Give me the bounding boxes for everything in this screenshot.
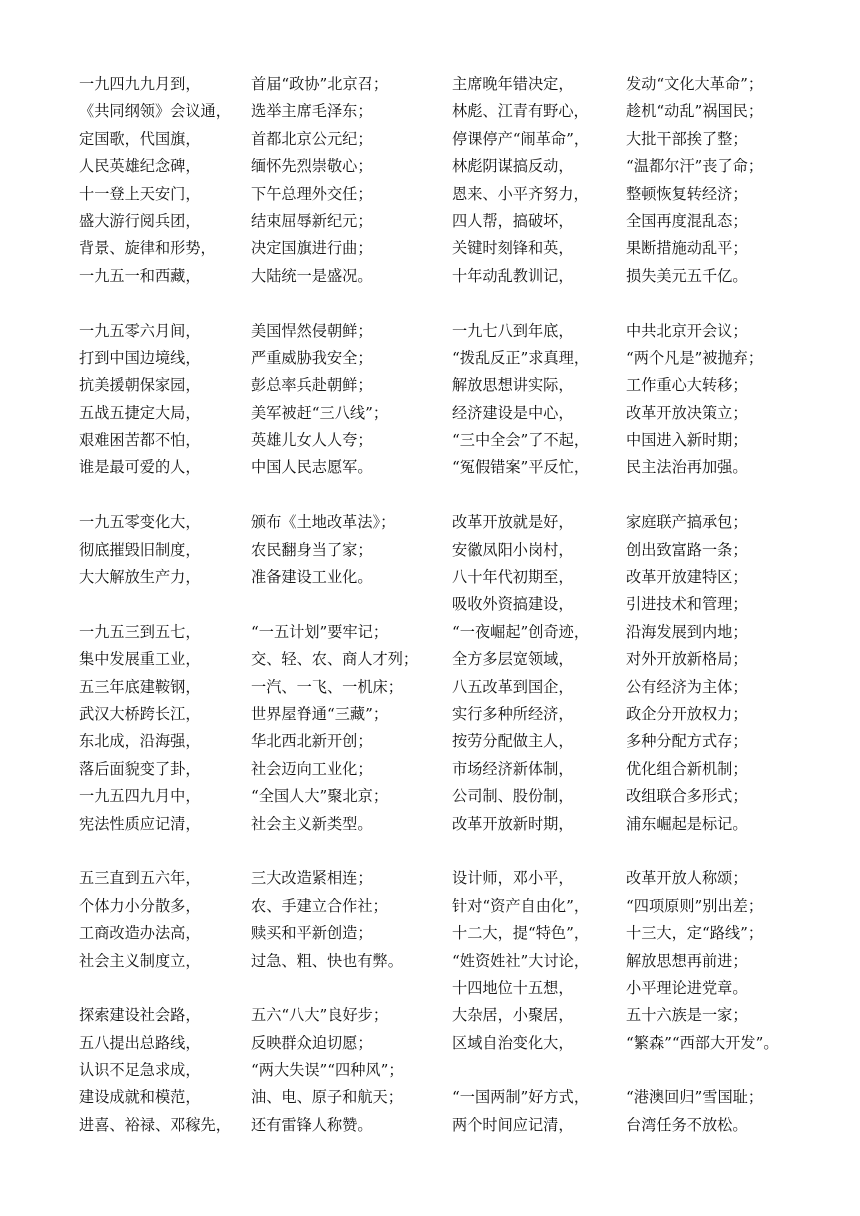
verse-second-half: 果断措施动乱平；	[626, 239, 748, 258]
verse-line	[79, 783, 439, 810]
verse-first-half: 东北成，沿海强，	[79, 732, 201, 751]
verse-first-half: 针对“资产自由化”，	[452, 896, 590, 915]
verse-line	[452, 619, 832, 646]
verse-first-half: 个体力小分散多，	[79, 896, 201, 915]
verse-first-half: 林彪、江青有野心，	[452, 102, 589, 121]
verse-first-half: 一九五三到五七，	[79, 622, 201, 641]
verse-second-half: 选举主席毛泽东；	[251, 102, 373, 121]
verse-line	[452, 564, 832, 591]
verse-first-half: 一九五零六月间，	[79, 321, 201, 340]
verse-second-half: 引进技术和管理；	[626, 595, 748, 614]
verse-second-half: 首届“政协”北京召；	[251, 75, 389, 93]
verse-line	[452, 372, 832, 399]
right-verse-column	[452, 71, 832, 1139]
verse-line	[79, 345, 439, 372]
verse-second-half: 首都北京公元纪；	[251, 129, 373, 148]
verse-first-half: 恩来、小平齐努力，	[452, 184, 589, 203]
verse-second-half: “一五计划”要牢记；	[251, 622, 389, 641]
verse-line	[79, 372, 439, 399]
verse-second-half: 英雄儿女人人夸；	[251, 431, 373, 450]
verse-line	[79, 235, 439, 262]
verse-second-half: 改革开放人称颂；	[626, 869, 748, 888]
verse-first-half: 大大解放生产力，	[79, 568, 201, 587]
verse-line	[79, 1084, 439, 1111]
verse-line	[79, 208, 439, 235]
verse-first-half: 一九五一和西藏，	[79, 266, 201, 285]
verse-line	[452, 646, 832, 673]
verse-second-half: 整顿恢复转经济；	[626, 184, 748, 203]
verse-line	[79, 564, 439, 591]
verse-second-half: 反映群众迫切愿；	[251, 1033, 373, 1052]
verse-first-half: 吸收外资搞建设，	[452, 595, 574, 614]
verse-line	[452, 975, 832, 1002]
verse-line	[79, 71, 439, 98]
verse-second-half: 发动“文化大革命”；	[626, 75, 764, 93]
verse-first-half: 设计师，邓小平，	[452, 869, 574, 888]
verse-line	[79, 701, 439, 728]
verse-second-half: 中共北京开会议；	[626, 321, 748, 340]
verse-second-half: “两个凡是”被抛弃；	[626, 348, 764, 367]
verse-first-half: 实行多种所经济，	[452, 704, 574, 723]
verse-line	[452, 153, 832, 180]
verse-line	[452, 427, 832, 454]
verse-line	[452, 783, 832, 810]
verse-second-half: 工作重心大转移；	[626, 376, 748, 395]
verse-line	[452, 674, 832, 701]
verse-first-half: 十一登上天安门，	[79, 184, 201, 203]
verse-line	[79, 1030, 439, 1057]
verse-line	[79, 893, 439, 920]
stanza-gap	[79, 838, 439, 865]
verse-second-half: 世界屋脊通“三藏”；	[251, 704, 389, 723]
verse-line	[452, 71, 832, 98]
verse-second-half: 社会主义新类型。	[251, 814, 373, 833]
verse-line	[452, 756, 832, 783]
verse-second-half: 交、轻、农、商人才列；	[251, 650, 419, 669]
verse-line	[452, 1112, 832, 1139]
verse-first-half: 两个时间应记清，	[452, 1115, 574, 1134]
verse-first-half: 四人帮，搞破坏，	[452, 211, 574, 230]
verse-line	[452, 454, 832, 481]
verse-first-half: 打到中国边境线，	[79, 348, 201, 367]
verse-line	[452, 920, 832, 947]
verse-second-half: 优化组合新机制；	[626, 759, 748, 778]
verse-second-half: 油、电、原子和航天；	[251, 1088, 403, 1107]
stanza-gap	[452, 1057, 832, 1084]
verse-line	[79, 646, 439, 673]
verse-first-half: 安徽凤阳小岗村，	[452, 540, 574, 559]
verse-line	[452, 893, 832, 920]
verse-second-half: 家庭联产搞承包；	[626, 513, 748, 532]
verse-first-half: 八十年代初期至，	[452, 568, 574, 587]
verse-second-half: 颁布《土地改革法》；	[251, 513, 396, 532]
verse-line	[452, 811, 832, 838]
verse-first-half: 艰难困苦都不怕，	[79, 431, 201, 450]
verse-second-half: 还有雷锋人称赞。	[251, 1115, 373, 1134]
verse-line	[79, 865, 439, 892]
verse-first-half: 大杂居，小聚居，	[452, 1006, 574, 1025]
verse-line	[79, 728, 439, 755]
verse-first-half: 按劳分配做主人，	[452, 732, 574, 751]
verse-second-half: “繁森”“西部大开发”。	[626, 1033, 779, 1052]
verse-line	[452, 537, 832, 564]
verse-second-half: 多种分配方式存；	[626, 732, 748, 751]
verse-second-half: 农民翻身当了家；	[251, 540, 373, 559]
verse-second-half: 五十六族是一家；	[626, 1006, 748, 1025]
verse-first-half: 落后面貌变了卦，	[79, 759, 201, 778]
verse-first-half: 一九七八到年底，	[452, 321, 574, 340]
verse-first-half: 五三年底建鞍钢，	[79, 677, 201, 696]
verse-first-half: “冤假错案”平反忙，	[452, 458, 590, 477]
verse-line	[79, 263, 439, 290]
verse-second-half: 五六“八大”良好步；	[251, 1006, 389, 1025]
verse-line	[452, 345, 832, 372]
stanza-gap	[452, 482, 832, 509]
verse-first-half: “拨乱反正”求真理，	[452, 348, 590, 367]
verse-second-half: 农、手建立合作社；	[251, 896, 388, 915]
verse-line	[79, 509, 439, 536]
verse-line	[79, 1057, 439, 1084]
verse-second-half: “全国人大”聚北京；	[251, 787, 389, 806]
verse-line	[79, 948, 439, 975]
verse-first-half: 认识不足急求成，	[79, 1061, 201, 1080]
verse-first-half: 一九五零变化大，	[79, 513, 201, 532]
verse-first-half: “一夜崛起”创奇迹，	[452, 622, 590, 641]
verse-first-half: 经济建设是中心，	[452, 403, 574, 422]
stanza-gap	[79, 290, 439, 317]
verse-first-half: 全方多层宽领域，	[452, 650, 574, 669]
verse-line	[452, 1002, 832, 1029]
verse-second-half: 美军被赶“三八线”；	[251, 403, 389, 422]
verse-line	[452, 701, 832, 728]
verse-second-half: “四项原则”别出差；	[626, 896, 764, 915]
verse-second-half: 解放思想再前进；	[626, 951, 748, 970]
verse-first-half: 八五改革到国企，	[452, 677, 574, 696]
verse-second-half: 中国进入新时期；	[626, 431, 748, 450]
verse-second-half: 台湾任务不放松。	[626, 1115, 748, 1134]
verse-first-half: 十四地位十五想，	[452, 978, 574, 997]
verse-line	[452, 1084, 832, 1111]
verse-second-half: 改组联合多形式；	[626, 787, 748, 806]
verse-second-half: 政企分开放权力；	[626, 704, 748, 723]
verse-second-half: 损失美元五千亿。	[626, 266, 748, 285]
verse-second-half: 缅怀先烈崇敬心；	[251, 157, 373, 176]
verse-first-half: 谁是最可爱的人，	[79, 458, 201, 477]
verse-second-half: “温都尔汗”丧了命；	[626, 157, 764, 176]
verse-line	[79, 153, 439, 180]
verse-second-half: 大陆统一是盛况。	[251, 266, 373, 285]
verse-line	[452, 263, 832, 290]
verse-first-half: 工商改造办法高，	[79, 924, 201, 943]
verse-first-half: 十年动乱教训记，	[452, 266, 574, 285]
verse-second-half: 创出致富路一条；	[626, 540, 748, 559]
verse-second-half: 趁机“动乱”祸国民；	[626, 102, 764, 121]
verse-line	[79, 454, 439, 481]
verse-second-half: 结束屈辱新纪元；	[251, 211, 373, 230]
verse-second-half: 决定国旗进行曲；	[251, 239, 373, 258]
verse-second-half: 民主法治再加强。	[626, 458, 748, 477]
verse-first-half: 公司制、股份制，	[452, 787, 574, 806]
verse-first-half: 一九五四九月中，	[79, 787, 201, 806]
verse-second-half: 改革开放建特区；	[626, 568, 748, 587]
verse-first-half: 宪法性质应记清，	[79, 814, 201, 833]
verse-line	[79, 811, 439, 838]
stanza-gap	[452, 838, 832, 865]
verse-line	[452, 318, 832, 345]
verse-second-half: 一汽、一飞、一机床；	[251, 677, 403, 696]
verse-first-half: 十二大，提“特色”，	[452, 924, 590, 943]
verse-line	[452, 728, 832, 755]
verse-line	[452, 181, 832, 208]
verse-second-half: 对外开放新格局；	[626, 650, 748, 669]
verse-second-half: 沿海发展到内地；	[626, 622, 748, 641]
stanza-gap	[79, 482, 439, 509]
stanza-gap	[79, 591, 439, 618]
left-verse-column	[79, 71, 439, 1139]
verse-line	[452, 948, 832, 975]
verse-line	[452, 591, 832, 618]
verse-second-half: “港澳回归”雪国耻；	[626, 1088, 764, 1107]
verse-first-half: “三中全会”了不起，	[452, 431, 590, 450]
verse-line	[79, 1002, 439, 1029]
verse-second-half: 严重威胁我安全；	[251, 348, 373, 367]
verse-first-half: 改革开放新时期，	[452, 814, 574, 833]
verse-first-half: 改革开放就是好，	[452, 513, 574, 532]
verse-line	[79, 427, 439, 454]
verse-first-half: 探索建设社会路，	[79, 1006, 201, 1025]
verse-first-half: 定国歌，代国旗，	[79, 129, 201, 148]
verse-second-half: 社会迈向工业化；	[251, 759, 373, 778]
verse-first-half: 解放思想讲实际，	[452, 376, 574, 395]
verse-second-half: 赎买和平新创造；	[251, 924, 373, 943]
verse-second-half: 全国再度混乱态；	[626, 211, 748, 230]
verse-line	[79, 126, 439, 153]
verse-line	[79, 674, 439, 701]
verse-line	[79, 98, 439, 125]
verse-second-half: 小平理论进党章。	[626, 978, 748, 997]
verse-line	[79, 1112, 439, 1139]
verse-line	[452, 1030, 832, 1057]
verse-first-half: 彻底摧毁旧制度，	[79, 540, 201, 559]
verse-first-half: 关键时刻锋和英，	[452, 239, 574, 258]
verse-line	[452, 126, 832, 153]
verse-first-half: 社会主义制度立，	[79, 951, 201, 970]
verse-first-half: 五三直到五六年，	[79, 869, 201, 888]
verse-second-half: 准备建设工业化。	[251, 568, 373, 587]
stanza-gap	[452, 290, 832, 317]
verse-line	[452, 208, 832, 235]
verse-first-half: 人民英雄纪念碑，	[79, 157, 201, 176]
verse-line	[79, 181, 439, 208]
verse-first-half: 五八提出总路线，	[79, 1033, 201, 1052]
verse-first-half: 建设成就和模范，	[79, 1088, 201, 1107]
verse-line	[79, 756, 439, 783]
verse-second-half: 大批干部挨了整；	[626, 129, 748, 148]
verse-first-half: “姓资姓社”大讨论，	[452, 951, 590, 970]
verse-line	[452, 865, 832, 892]
stanza-gap	[79, 975, 439, 1002]
verse-second-half: 彭总率兵赴朝鲜；	[251, 376, 373, 395]
verse-first-half: 市场经济新体制，	[452, 759, 574, 778]
verse-line	[79, 537, 439, 564]
verse-first-half: 主席晚年错决定，	[452, 75, 574, 93]
verse-first-half: 盛大游行阅兵团，	[79, 211, 201, 230]
verse-second-half: 过急、粗、快也有弊。	[251, 951, 403, 970]
verse-second-half: 浦东崛起是标记。	[626, 814, 748, 833]
verse-second-half: 中国人民志愿军。	[251, 458, 373, 477]
verse-second-half: 下午总理外交任；	[251, 184, 373, 203]
verse-first-half: 一九四九九月到，	[79, 75, 201, 93]
verse-second-half: 三大改造紧相连；	[251, 869, 373, 888]
verse-line	[452, 400, 832, 427]
verse-second-half: 改革开放决策立；	[626, 403, 748, 422]
verse-first-half: 五战五捷定大局，	[79, 403, 201, 422]
verse-first-half: 背景、旋律和形势，	[79, 239, 216, 258]
verse-second-half: “两大失误”“四种风”；	[251, 1061, 404, 1080]
verse-first-half: 武汉大桥跨长江，	[79, 704, 201, 723]
verse-second-half: 美国悍然侵朝鲜；	[251, 321, 373, 340]
verse-second-half: 华北西北新开创；	[251, 732, 373, 751]
verse-first-half: “一国两制”好方式，	[452, 1088, 590, 1107]
verse-first-half: 《共同纲领》会议通，	[79, 102, 231, 121]
verse-line	[452, 235, 832, 262]
verse-second-half: 公有经济为主体；	[626, 677, 748, 696]
verse-line	[452, 98, 832, 125]
verse-line	[452, 509, 832, 536]
verse-second-half: 十三大，定“路线”；	[626, 924, 764, 943]
verse-first-half: 停课停产“闹革命”，	[452, 129, 590, 148]
verse-first-half: 区域自治变化大，	[452, 1033, 574, 1052]
verse-first-half: 集中发展重工业，	[79, 650, 201, 669]
verse-first-half: 抗美援朝保家园，	[79, 376, 201, 395]
verse-first-half: 进喜、裕禄、邓稼先，	[79, 1115, 231, 1134]
verse-line	[79, 318, 439, 345]
verse-line	[79, 619, 439, 646]
verse-line	[79, 920, 439, 947]
verse-first-half: 林彪阴谋搞反动，	[452, 157, 574, 176]
verse-line	[79, 400, 439, 427]
